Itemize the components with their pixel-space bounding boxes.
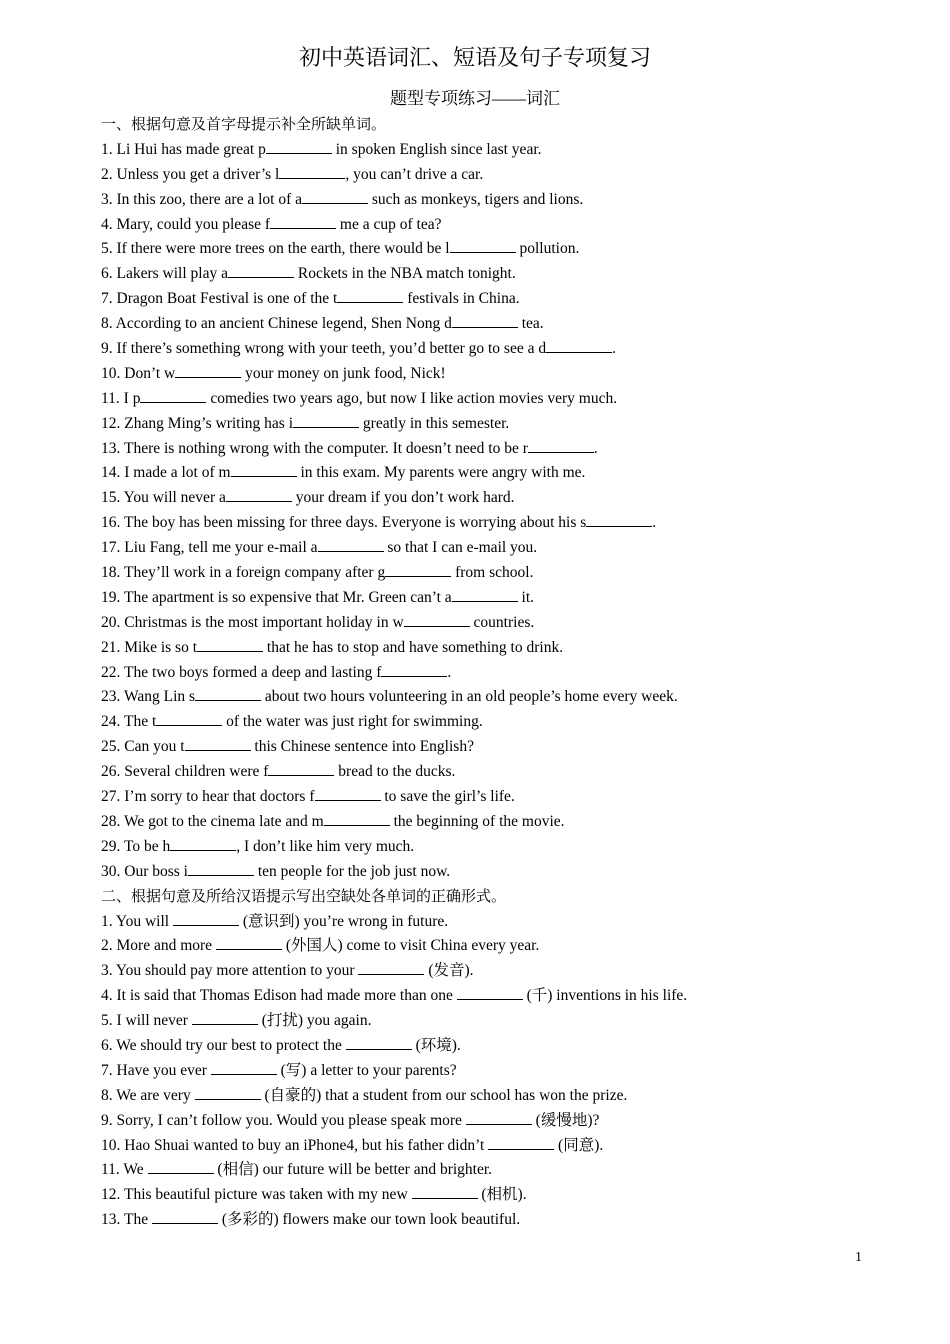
item-text-after: of the water was just right for swimming. [222, 713, 483, 731]
answer-blank[interactable] [173, 910, 239, 926]
answer-blank[interactable] [337, 287, 403, 303]
answer-blank[interactable] [318, 536, 384, 552]
answer-blank[interactable] [197, 636, 263, 652]
item-text-before: 4. Mary, could you please f [101, 215, 271, 233]
answer-blank[interactable] [195, 685, 261, 701]
answer-blank[interactable] [385, 561, 451, 577]
exercise-item [101, 1158, 901, 1183]
item-text-after: in spoken English since last year. [331, 140, 542, 158]
item-text-before: 3. In this zoo, there are a lot of a [101, 190, 302, 208]
item-text-before: 10. Hao Shuai wanted to buy an iPhone4, but his father didn’t [101, 1136, 489, 1154]
item-text-before: 23. Wang Lin s [101, 688, 196, 706]
item-text-after: Rockets in the NBA match tonight. [293, 265, 516, 283]
answer-blank[interactable] [381, 661, 447, 677]
document-title: 初中英语词汇、短语及句子专项复习 [298, 45, 651, 70]
exercise-item [101, 412, 901, 437]
item-text-after: (意识到) you’re wrong in future. [238, 912, 449, 930]
answer-blank[interactable] [152, 1208, 218, 1224]
answer-blank[interactable] [140, 387, 206, 403]
item-text-before: 24. The t [101, 713, 157, 731]
section-heading: 一、根据句意及首字母提示补全所缺单词。 [101, 117, 387, 133]
answer-blank[interactable] [270, 213, 336, 229]
item-text-after: (打扰) you again. [257, 1012, 372, 1030]
answer-blank[interactable] [466, 1109, 532, 1125]
item-text-after: (相机). [477, 1186, 527, 1204]
answer-blank[interactable] [586, 511, 652, 527]
document-subtitle: 题型专项练习——词汇 [390, 89, 560, 108]
answer-blank[interactable] [185, 735, 251, 751]
answer-blank[interactable] [192, 1009, 258, 1025]
answer-blank[interactable] [211, 1059, 277, 1075]
answer-blank[interactable] [457, 984, 523, 1000]
answer-blank[interactable] [488, 1134, 554, 1150]
exercise-item [101, 611, 901, 636]
item-text-after: . [447, 663, 452, 681]
item-text-after: festivals in China. [403, 290, 520, 308]
answer-blank[interactable] [195, 1084, 261, 1100]
item-text-after: (多彩的) flowers make our town look beautiful. [217, 1211, 521, 1229]
answer-blank[interactable] [324, 810, 390, 826]
exercise-item [101, 312, 901, 337]
answer-blank[interactable] [528, 437, 594, 453]
item-text-after: (环境). [411, 1036, 461, 1054]
answer-blank[interactable] [412, 1183, 478, 1199]
exercise-item [101, 710, 901, 735]
item-text-after: . [612, 340, 616, 358]
item-text-before: 7. Dragon Boat Festival is one of the t [101, 290, 338, 308]
item-text-after: your money on junk food, Nick! [241, 364, 446, 382]
exercise-item [101, 1034, 901, 1059]
exercise-item [101, 437, 901, 462]
item-text-before: 21. Mike is so t [101, 638, 198, 656]
item-text-before: 27. I’m sorry to hear that doctors f [101, 788, 315, 806]
item-text-before: 18. They’ll work in a foreign company after g [101, 564, 386, 582]
item-text-before: 22. The two boys formed a deep and lasting f [101, 663, 382, 681]
section-heading: 二、根据句意及所给汉语提示写出空缺处各单词的正确形式。 [101, 888, 507, 905]
item-text-before: 5. I will never [101, 1012, 192, 1030]
item-text-before: 1. Li Hui has made great p [101, 140, 266, 158]
item-text-before: 6. We should try our best to protect the [101, 1036, 346, 1054]
item-text-before: 26. Several children were f [101, 763, 269, 781]
answer-blank[interactable] [293, 412, 359, 428]
item-text-after: ten people for the job just now. [253, 862, 451, 880]
exercise-item [101, 735, 901, 760]
exercise-item [101, 511, 901, 536]
item-text-after: tea. [517, 315, 544, 333]
item-text-after: in this exam. My parents were angry with me. [296, 464, 586, 482]
answer-blank[interactable] [148, 1158, 214, 1174]
answer-blank[interactable] [228, 262, 294, 278]
answer-blank[interactable] [170, 835, 236, 851]
item-text-after: such as monkeys, tigers and lions. [368, 190, 584, 208]
item-text-after: that he has to stop and have something to drink. [263, 638, 564, 656]
exercise-item [101, 636, 901, 661]
answer-blank[interactable] [266, 138, 332, 154]
item-text-after: (自豪的) that a student from our school has won the prize. [260, 1086, 628, 1104]
exercise-item [101, 561, 901, 586]
exercise-item [101, 486, 901, 511]
item-text-after: pollution. [515, 240, 580, 258]
item-text-after: (外国人) come to visit China every year. [281, 937, 540, 955]
item-text-before: 2. Unless you get a driver’s l [101, 165, 280, 183]
item-text-before: 5. If there were more trees on the earth, there would be l [101, 240, 450, 258]
item-text-after: about two hours volunteering in an old people’s home every week. [261, 688, 678, 706]
exercise-item [101, 337, 901, 362]
exercise-item [101, 1134, 901, 1159]
item-text-before: 6. Lakers will play a [101, 265, 228, 283]
item-text-before: 8. We are very [101, 1086, 195, 1104]
exercise-item [101, 586, 901, 611]
answer-blank[interactable] [216, 934, 282, 950]
answer-blank[interactable] [315, 785, 381, 801]
exercise-item [101, 536, 901, 561]
exercise-item [101, 934, 901, 959]
exercise-item [101, 685, 901, 710]
exercise-item [101, 188, 901, 213]
exercise-content [101, 113, 901, 1233]
item-text-after: , you can’t drive a car. [345, 165, 484, 183]
exercise-item [101, 362, 901, 387]
answer-blank[interactable] [268, 760, 334, 776]
item-text-before: 13. There is nothing wrong with the computer. It doesn’t need to be r [101, 439, 528, 457]
exercise-item [101, 262, 901, 287]
item-text-after: greatly in this semester. [359, 414, 510, 432]
item-text-before: 11. We [101, 1161, 148, 1179]
item-text-after: your dream if you don’t work hard. [291, 489, 515, 507]
exercise-item [101, 810, 901, 835]
item-text-before: 16. The boy has been missing for three days. Everyone is worrying about his s [101, 514, 587, 532]
item-text-after: comedies two years ago, but now I like action movies very much. [206, 389, 618, 407]
exercise-item [101, 785, 901, 810]
exercise-item [101, 1009, 901, 1034]
exercise-item [101, 984, 901, 1009]
exercise-item [101, 461, 901, 486]
item-text-after: (缓慢地)? [531, 1111, 600, 1129]
exercise-item [101, 860, 901, 885]
answer-blank[interactable] [404, 611, 470, 627]
item-text-before: 12. This beautiful picture was taken with my new [101, 1186, 412, 1204]
exercise-item [101, 661, 901, 686]
answer-blank[interactable] [358, 959, 424, 975]
item-text-before: 3. You should pay more attention to your [101, 962, 359, 980]
answer-blank[interactable] [452, 586, 518, 602]
item-text-before: 14. I made a lot of m [101, 464, 231, 482]
item-text-after: so that I can e-mail you. [383, 539, 538, 557]
exercise-item [101, 760, 901, 785]
item-text-after: countries. [469, 613, 535, 631]
item-text-after: from school. [451, 564, 534, 582]
exercise-item [101, 1084, 901, 1109]
exercise-item [101, 959, 901, 984]
exercise-item [101, 387, 901, 412]
answer-blank[interactable] [231, 461, 297, 477]
answer-blank[interactable] [450, 237, 516, 253]
answer-blank[interactable] [226, 486, 292, 502]
item-text-before: 9. If there’s something wrong with your teeth, you’d better go to see a d [101, 340, 547, 358]
exercise-item [101, 213, 901, 238]
item-text-after: (同意). [554, 1136, 604, 1154]
exercise-item [101, 287, 901, 312]
exercise-item [101, 1208, 901, 1233]
item-text-before: 1. You will [101, 912, 173, 930]
exercise-item [101, 1183, 901, 1208]
item-text-after: (相信) our future will be better and brighter. [213, 1161, 493, 1179]
item-text-before: 7. Have you ever [101, 1061, 211, 1079]
item-text-before: 30. Our boss i [101, 862, 188, 880]
item-text-before: 19. The apartment is so expensive that Mr. Green can’t a [101, 588, 452, 606]
item-text-before: 15. You will never a [101, 489, 226, 507]
answer-blank[interactable] [188, 860, 254, 876]
answer-blank[interactable] [346, 1034, 412, 1050]
item-text-before: 20. Christmas is the most important holiday in w [101, 613, 404, 631]
item-text-after: to save the girl’s life. [380, 788, 515, 806]
item-text-after: the beginning of the movie. [389, 812, 565, 830]
exercise-item [101, 138, 901, 163]
item-text-before: 25. Can you t [101, 738, 185, 756]
exercise-item [101, 163, 901, 188]
item-text-after: this Chinese sentence into English? [250, 738, 474, 756]
answer-blank[interactable] [279, 163, 345, 179]
item-text-before: 13. The [101, 1211, 152, 1229]
answer-blank[interactable] [156, 710, 222, 726]
item-text-before: 11. I p [101, 389, 141, 407]
item-text-after: . [652, 514, 657, 532]
item-text-after: . [593, 439, 598, 457]
exercise-item [101, 1109, 901, 1134]
item-text-before: 4. It is said that Thomas Edison had made more than one [101, 987, 457, 1005]
exercise-item [101, 1059, 901, 1084]
item-text-after: bread to the ducks. [334, 763, 456, 781]
exercise-item [101, 835, 901, 860]
item-text-after: (千) inventions in his life. [522, 987, 688, 1005]
item-text-before: 10. Don’t w [101, 364, 176, 382]
item-text-after: me a cup of tea? [336, 215, 442, 233]
item-text-after: it. [517, 588, 535, 606]
answer-blank[interactable] [175, 362, 241, 378]
page-number: 1 [855, 1250, 862, 1265]
item-text-before: 17. Liu Fang, tell me your e-mail a [101, 539, 318, 557]
item-text-after: (发音). [424, 962, 474, 980]
exercise-item [101, 237, 901, 262]
answer-blank[interactable] [452, 312, 518, 328]
item-text-before: 9. Sorry, I can’t follow you. Would you please speak more [101, 1111, 466, 1129]
exercise-item [101, 910, 901, 935]
item-text-before: 8. According to an ancient Chinese legend, Shen Nong d [101, 315, 452, 333]
item-text-after: (写) a letter to your parents? [276, 1061, 457, 1079]
item-text-before: 2. More and more [101, 937, 216, 955]
item-text-after: , I don’t like him very much. [236, 837, 415, 855]
item-text-before: 29. To be h [101, 837, 171, 855]
answer-blank[interactable] [546, 337, 612, 353]
item-text-before: 12. Zhang Ming’s writing has i [101, 414, 294, 432]
item-text-before: 28. We got to the cinema late and m [101, 812, 324, 830]
answer-blank[interactable] [302, 188, 368, 204]
